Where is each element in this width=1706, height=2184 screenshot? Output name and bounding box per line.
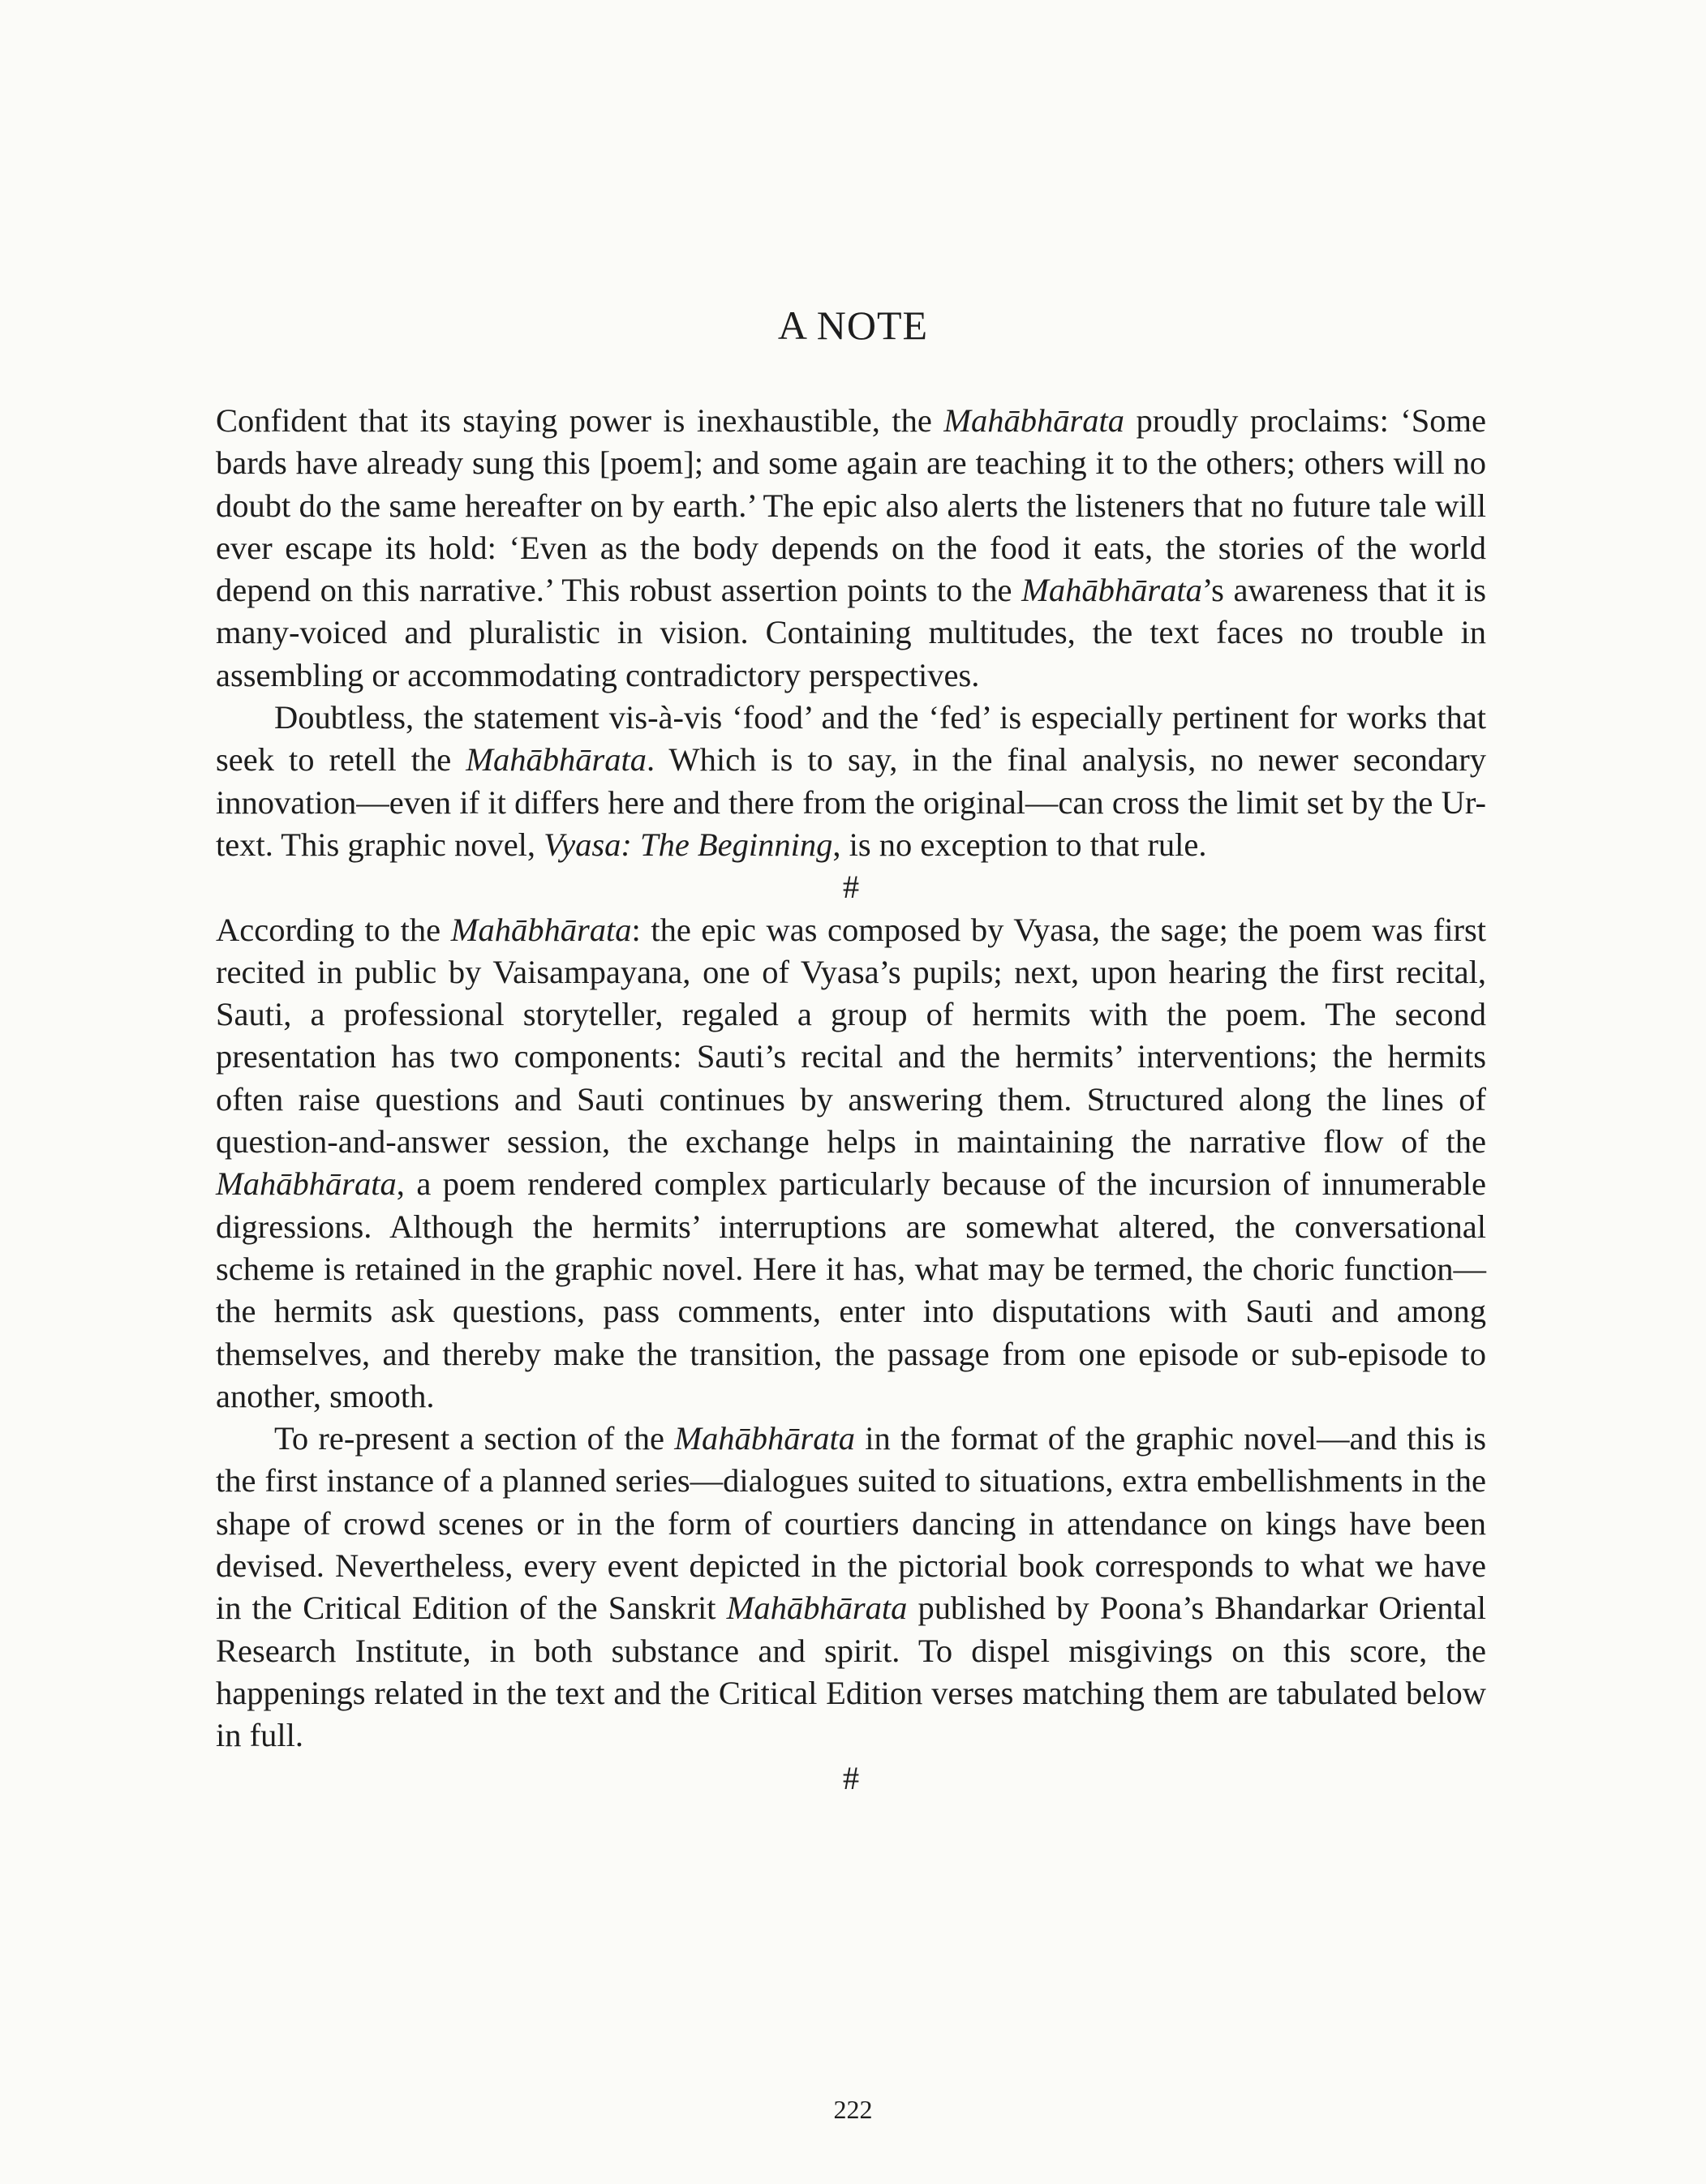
- section-separator: #: [842, 1759, 860, 1796]
- paragraph-4: [216, 1418, 1486, 1757]
- page-title: A NOTE: [777, 302, 929, 348]
- novel-title: Vyasa: The Beginning: [544, 826, 833, 863]
- epic-title: Mahābhārata: [674, 1420, 855, 1457]
- paragraph-2: [216, 697, 1486, 866]
- page-number: 222: [833, 2095, 873, 2124]
- paragraph-2-text-a: Doubtless, the statement vis-à-vis ‘food’ and the ‘fed’ is especially pertinent for works that seek to retell the: [216, 699, 1486, 779]
- epic-title: Mahābhārata: [726, 1590, 908, 1627]
- paragraph-2-text-b: . Which is to say, in the final analysis, no newer secondary innovation—even if it differs here and there from the original—can cross the limit set by the Ur-text. This graphic novel,: [216, 741, 1486, 863]
- note-body: [216, 400, 1486, 1800]
- paragraph-1-text-c: ’s awareness that it is many-voiced and pluralistic in vision. Containing multitudes, the text faces no trouble in assembling or accommodating contradictory perspectives.: [216, 572, 1486, 693]
- paragraph-4-text-b: in the format of the graphic novel—and this is the first instance of a planned series—dialogues suited to situations, extra embellishments in the shape of crowd scenes or in the form of courtiers dancing in attendance on kings have been devised. Nevertheless, every event depicted in the pictorial book corresponds to what we have in the Critical Edition of the Sanskrit: [216, 1420, 1486, 1627]
- paragraph-1-text-b: proudly proclaims: ‘Some bards have already sung this [poem]; and some again are teaching it to the others; others will no doubt do the same hereafter on by earth.’ The epic also alerts the listeners that no future tale will ever escape its hold: ‘Even as the body depends on the food it eats, the stories of the world depend on this narrative.’ This robust assertion points to the: [216, 402, 1486, 609]
- paragraph-3-text-a: According to the: [216, 911, 451, 948]
- paragraph-2-text-c: , is no exception to that rule.: [832, 826, 1207, 863]
- paragraph-1: [216, 400, 1486, 697]
- paragraph-3-text-b: : the epic was composed by Vyasa, the sage; the poem was first recited in public by Vaisampayana, one of Vyasa’s pupils; next, upon hearing the first recital, Sauti, a professional storyteller, regaled a group of hermits with the poem. The second presentation has two components: Sauti’s recital and the hermits’ interventions; the hermits often raise questions and Sauti continues by answering them. Structured along the lines of question-and-answer session, the exchange helps in maintaining the narrative flow of the: [216, 911, 1487, 1161]
- epic-title: Mahābhārata: [1021, 572, 1202, 609]
- epic-title: Mahābhārata: [216, 1165, 397, 1203]
- epic-title: Mahābhārata: [450, 911, 632, 948]
- epic-title: Mahābhārata: [466, 741, 647, 779]
- paragraph-3-text-c: , a poem rendered complex particularly because of the incursion of innumerable digressions. Although the hermits’ interruptions are somewhat altered, the conversational scheme is retained in the graphic novel. Here it has, what may be termed, the choric function—the hermits ask questions, pass comments, enter into disputations with Sauti and among themselves, and thereby make the transition, the passage from one episode or sub-episode to another, smooth.: [216, 1165, 1486, 1414]
- paragraph-3: [216, 909, 1486, 1418]
- epic-title: Mahābhārata: [943, 402, 1124, 439]
- paragraph-4-text-a: To re-present a section of the: [274, 1420, 675, 1457]
- paragraph-1-text-a: Confident that its staying power is inexhaustible, the: [216, 402, 944, 439]
- paragraph-4-text-c: published by Poona’s Bhandarkar Oriental Research Institute, in both substance and spirit. To dispel misgivings on this score, the happenings related in the text and the Critical Edition verses matching them are tabulated below in full.: [216, 1590, 1486, 1754]
- section-separator: #: [842, 869, 860, 906]
